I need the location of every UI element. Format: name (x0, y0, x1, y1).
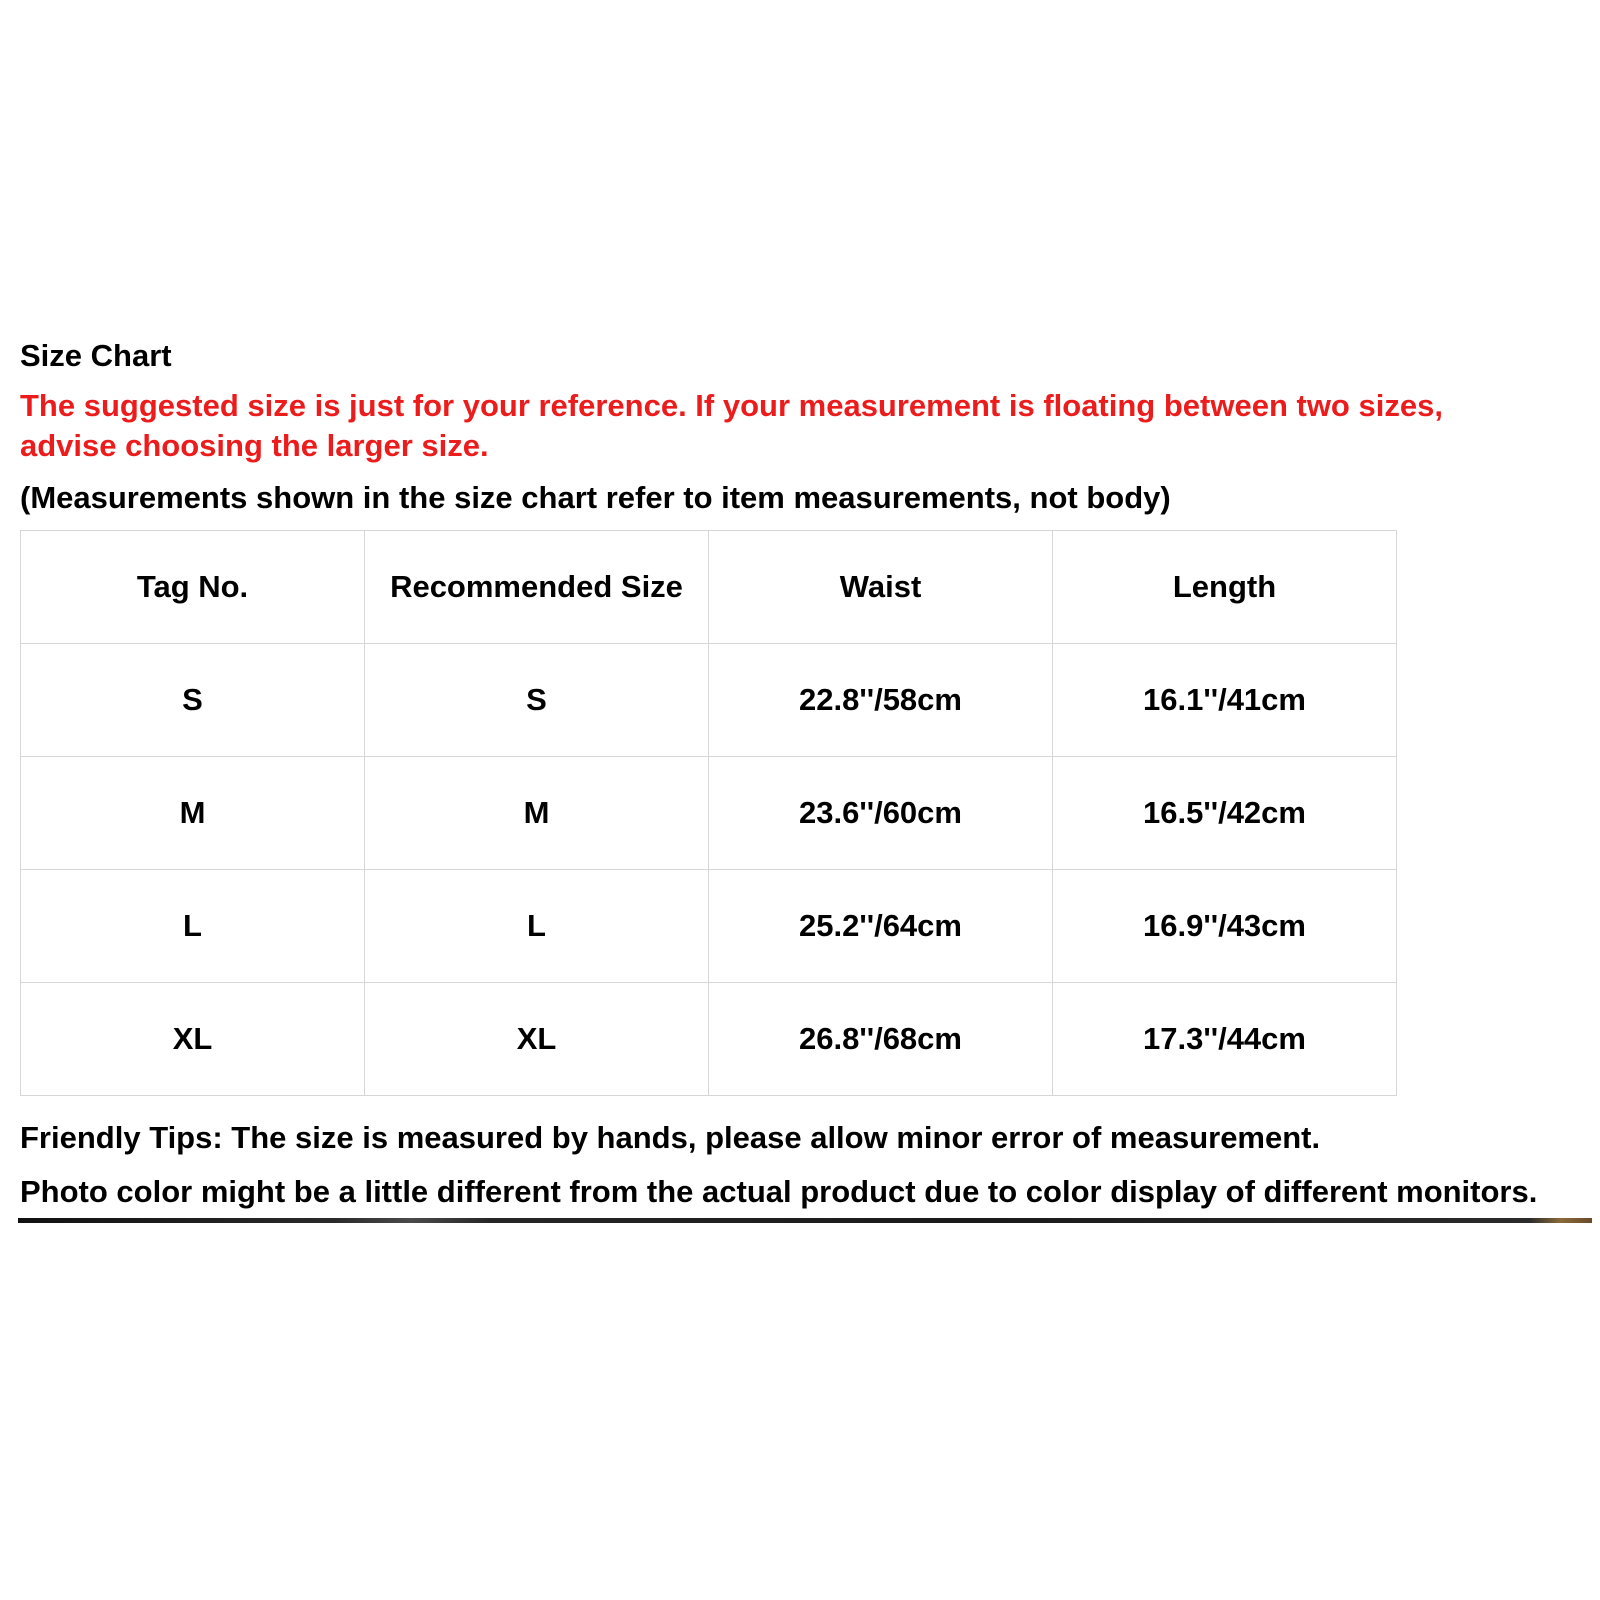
cell-length: 16.1''/41cm (1053, 644, 1397, 757)
cell-waist: 26.8''/68cm (709, 983, 1053, 1096)
cell-length: 17.3''/44cm (1053, 983, 1397, 1096)
size-chart-sheet (20, 336, 1565, 1223)
cell-recommended-size: L (365, 870, 709, 983)
cell-waist: 22.8''/58cm (709, 644, 1053, 757)
cell-recommended-size: M (365, 757, 709, 870)
table-row (21, 644, 1397, 757)
friendly-tip: Friendly Tips: The size is measured by hands, please allow minor error of measurement. (20, 1120, 1321, 1155)
table-row (21, 983, 1397, 1096)
cell-waist: 25.2''/64cm (709, 870, 1053, 983)
cell-tag-no: L (21, 870, 365, 983)
cell-recommended-size: XL (365, 983, 709, 1096)
cell-tag-no: XL (21, 983, 365, 1096)
cell-length: 16.5''/42cm (1053, 757, 1397, 870)
size-notice: The suggested size is just for your reference. If your measurement is floating between two sizes, advise choosing the larger size. (20, 388, 1443, 463)
bottom-divider (18, 1218, 1592, 1223)
measurement-note: (Measurements shown in the size chart refer to item measurements, not body) (20, 480, 1171, 515)
table-row (21, 870, 1397, 983)
header-waist: Waist (709, 531, 1053, 644)
header-length: Length (1053, 531, 1397, 644)
cell-tag-no: S (21, 644, 365, 757)
color-note: Photo color might be a little different from the actual product due to color display of different monitors. (20, 1174, 1538, 1209)
size-table (20, 530, 1397, 1096)
page-title: Size Chart (20, 338, 172, 373)
cell-recommended-size: S (365, 644, 709, 757)
table-row (21, 757, 1397, 870)
header-tag-no: Tag No. (21, 531, 365, 644)
table-header-row (21, 531, 1397, 644)
cell-waist: 23.6''/60cm (709, 757, 1053, 870)
cell-tag-no: M (21, 757, 365, 870)
cell-length: 16.9''/43cm (1053, 870, 1397, 983)
header-recommended-size: Recommended Size (365, 531, 709, 644)
